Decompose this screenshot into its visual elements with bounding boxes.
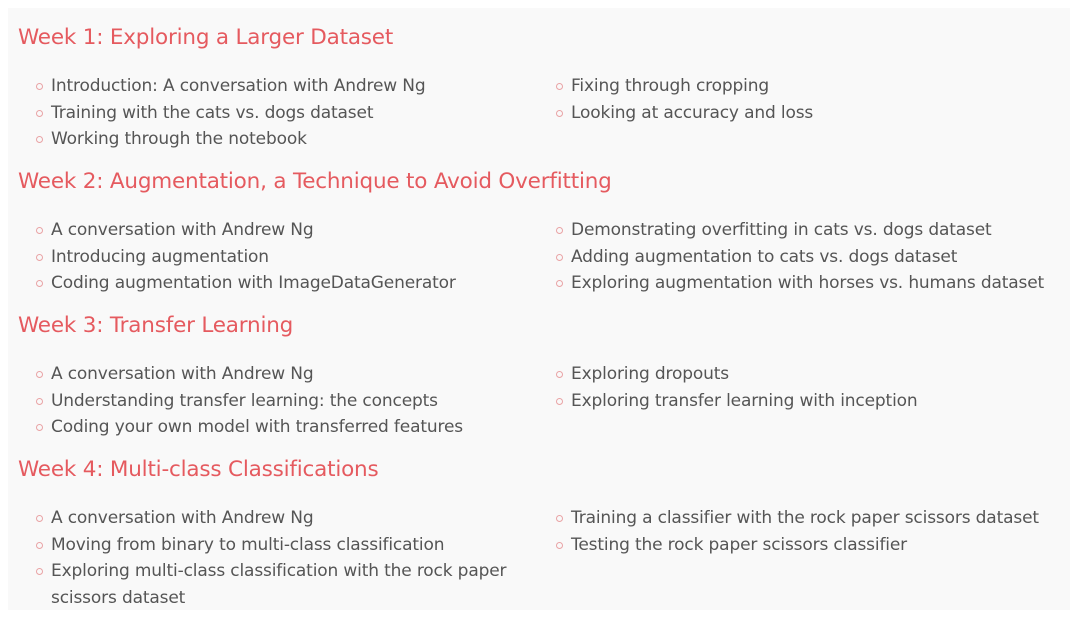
circle-bullet-icon: [36, 371, 43, 378]
list-item: [556, 100, 1056, 127]
circle-bullet-icon: [36, 254, 43, 261]
list-item: [36, 361, 536, 388]
list-item: [556, 388, 1056, 415]
week-4-right-list: [556, 505, 1056, 558]
list-item-label: Testing the rock paper scissors classifier: [571, 534, 908, 555]
week-1-title: Week 1: Exploring a Larger Dataset: [18, 25, 394, 50]
circle-bullet-icon: [556, 280, 563, 287]
list-item-label: Moving from binary to multi-class classification: [51, 534, 445, 555]
list-item: [36, 414, 536, 441]
week-2-title: Week 2: Augmentation, a Technique to Avoid Overfitting: [18, 169, 612, 194]
list-item: [556, 217, 1056, 244]
list-item: [556, 73, 1056, 100]
list-item-label: Understanding transfer learning: the concepts: [51, 390, 438, 411]
circle-bullet-icon: [36, 515, 43, 522]
circle-bullet-icon: [36, 542, 43, 549]
list-item: [556, 270, 1056, 297]
circle-bullet-icon: [556, 110, 563, 117]
list-item: [556, 244, 1056, 271]
list-item-label: Training a classifier with the rock paper scissors dataset: [571, 508, 1039, 528]
circle-bullet-icon: [36, 424, 43, 431]
circle-bullet-icon: [36, 568, 43, 575]
circle-bullet-icon: [36, 83, 43, 90]
list-item-label: Coding your own model with transferred features: [51, 417, 463, 438]
week-3-title: Week 3: Transfer Learning: [18, 313, 294, 338]
list-item-label: Exploring multi-class classification with the rock paper scissors dataset: [51, 561, 507, 609]
list-item-label: Introducing augmentation: [51, 246, 269, 267]
list-item-label: Working through the notebook: [51, 129, 307, 150]
list-item-label: Introduction: A conversation with Andrew Ng: [51, 76, 426, 96]
list-item: [556, 361, 1056, 388]
week-2-left-list: [36, 217, 536, 297]
list-item-label: Fixing through cropping: [571, 76, 770, 96]
list-item: [36, 532, 536, 559]
list-item-label: Exploring dropouts: [571, 364, 729, 384]
list-item: [36, 126, 536, 153]
week-1-left-list: [36, 73, 536, 153]
circle-bullet-icon: [36, 227, 43, 234]
list-item-label: A conversation with Andrew Ng: [51, 508, 314, 528]
list-item: [556, 505, 1056, 532]
list-item-label: A conversation with Andrew Ng: [51, 220, 314, 240]
week-3-left-list: [36, 361, 536, 441]
list-item-label: A conversation with Andrew Ng: [51, 364, 314, 384]
list-item: [556, 532, 1056, 559]
list-item-label: Training with the cats vs. dogs dataset: [51, 102, 374, 123]
list-item: [36, 244, 536, 271]
circle-bullet-icon: [36, 398, 43, 405]
week-4-left-list: [36, 505, 536, 612]
list-item: [36, 505, 536, 532]
list-item-label: Exploring augmentation with horses vs. humans dataset: [571, 273, 1045, 294]
list-item: [36, 270, 536, 297]
list-item-label: Adding augmentation to cats vs. dogs dataset: [571, 246, 958, 267]
week-3-right-list: [556, 361, 1056, 414]
course-syllabus: [8, 8, 1070, 610]
circle-bullet-icon: [556, 515, 563, 522]
list-item: [36, 217, 536, 244]
list-item-label: Coding augmentation with ImageDataGenerator: [51, 273, 456, 294]
circle-bullet-icon: [556, 398, 563, 405]
circle-bullet-icon: [556, 254, 563, 261]
circle-bullet-icon: [556, 371, 563, 378]
list-item: [36, 558, 521, 611]
circle-bullet-icon: [556, 83, 563, 90]
list-item: [36, 388, 536, 415]
week-4-title: Week 4: Multi-class Classifications: [18, 457, 379, 482]
circle-bullet-icon: [36, 280, 43, 287]
list-item-label: Looking at accuracy and loss: [571, 102, 814, 123]
list-item: [36, 100, 536, 127]
list-item-label: Demonstrating overfitting in cats vs. dogs dataset: [571, 220, 992, 240]
circle-bullet-icon: [36, 136, 43, 143]
list-item-label: Exploring transfer learning with inception: [571, 390, 918, 411]
circle-bullet-icon: [556, 542, 563, 549]
week-2-right-list: [556, 217, 1056, 297]
circle-bullet-icon: [36, 110, 43, 117]
list-item: [36, 73, 536, 100]
circle-bullet-icon: [556, 227, 563, 234]
week-1-right-list: [556, 73, 1056, 126]
